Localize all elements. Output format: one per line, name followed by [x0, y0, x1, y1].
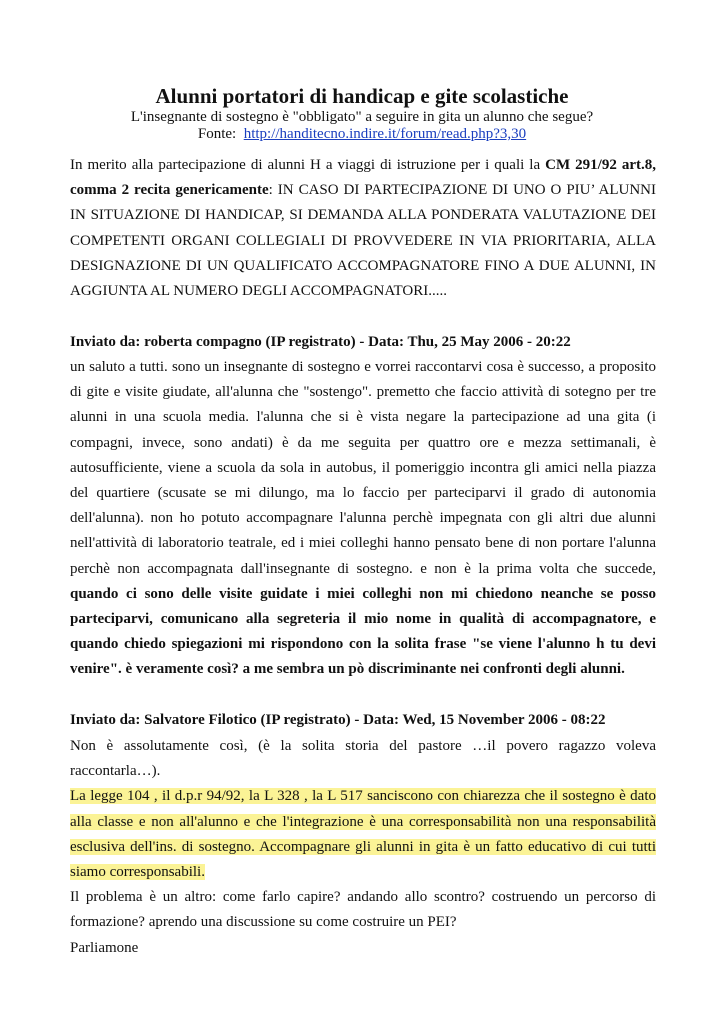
source-label: Fonte:	[197, 126, 237, 142]
intro-text-start: In merito alla partecipazione di alunni H a viaggi di istruzione per i quali la	[70, 157, 546, 173]
post2-header: Inviato da: Salvatore Filotico (IP registrato) - Data: Wed, 15 November 2006 - 08:22	[70, 712, 606, 728]
document-title: Alunni portatori di handicap e gite scolastiche	[155, 84, 569, 108]
post2-highlight-block	[70, 784, 656, 885]
post1-bold-text: quando ci sono delle visite guidate i miei colleghi non mi chiedono neanche se posso parteciparvi, comunicano alla segreteria il mio nome in qualità di accompagnatore, e quando chiedo spiegazioni mi rispondono con la solita frase "se viene l'alunno h tu devi venire". è veramente così? a me sembra un pò discriminante nei confronti degli alunni.	[70, 585, 656, 678]
intro-text-end: : IN CASO DI PARTECIPAZIONE DI UNO O PIU’ ALUNNI IN SITUAZIONE DI HANDICAP, SI DEMANDA ALLA PONDERATA VALUTAZIONE DEI COMPETENTI ORGANI COLLEGIALI DI PROVVEDERE IN VIA PRIORITARIA, ALLA DESIGNAZIONE DI UN QUALIFICATO ACCOMPAGNATORE FINO A DUE ALUNNI, IN AGGIUNTA AL NUMERO DEGLI ACCOMPAGNATORI.....	[70, 182, 656, 300]
intro-bold-citation: CM 291/92 art.8, comma 2 recita genericamente	[70, 157, 657, 199]
document-subtitle: L'insegnante di sostegno è "obbligato" a seguire in gita un alunno che segue?	[130, 109, 594, 125]
source-link[interactable]: http://handitecno.indire.it/forum/read.php?3,30	[243, 126, 527, 142]
post2-body	[70, 734, 656, 961]
post2-highlighted-text: La legge 104 , il d.p.r 94/92, la L 328 , la L 517 sanciscono con chiarezza che il sostegno è dato alla classe e non all'alunno e che l'integrazione è una corresponsabilità non una responsabilità esclusiva dell'ins. di sostegno. Accompagnare gli alunni in gita è un fatto educativo di cui tutti siamo corresponsabili.	[70, 788, 656, 881]
post1-text: un saluto a tutti. sono un insegnante di sostegno e vorrei raccontarvi cosa è successo, a proposito di gite e visite giudate, all'alunna che "sostengo". premetto che faccio attività di sotegno per tre alunni in una scuola media. l'alunna che si è vista negare la partecipazione ad una gita (i compagni, invece, sono andati) è da me seguita per quattro ore e mezza settimanali, è autosufficiente, viene a scuola da sola in autobus, il pomeriggio incontra gli amici nella piazza del quartiere (scusate se mi dilungo, ma lo faccio per parteciparvi il grado di autonomia dell'alunna). non ho potuto accompagnare l'alunna perchè impegnata con gli altri due alunni nell'attività di laboratorio teatrale, ed i miei colleghi hanno pensato bene di non portare l'alunna perchè non accompagnata dall'insegnante di sostegno. e non è la prima volta che succede,	[70, 359, 656, 577]
post2-line-3: Il problema è un altro: come farlo capire? andando allo scontro? costruendo un percorso di formazione? aprendo una discussione su come costruire un PEI?	[70, 889, 656, 931]
intro-paragraph	[70, 153, 656, 304]
post1-body	[70, 355, 656, 683]
source-line	[0, 126, 724, 143]
post2-line-1: Non è assolutamente così, (è la solita storia del pastore …il povero ragazzo voleva raccontarla…).	[70, 738, 656, 780]
post1-header: Inviato da: roberta compagno (IP registrato) - Data: Thu, 25 May 2006 - 20:22	[70, 334, 571, 350]
post2-closing: Parliamone	[70, 939, 139, 956]
